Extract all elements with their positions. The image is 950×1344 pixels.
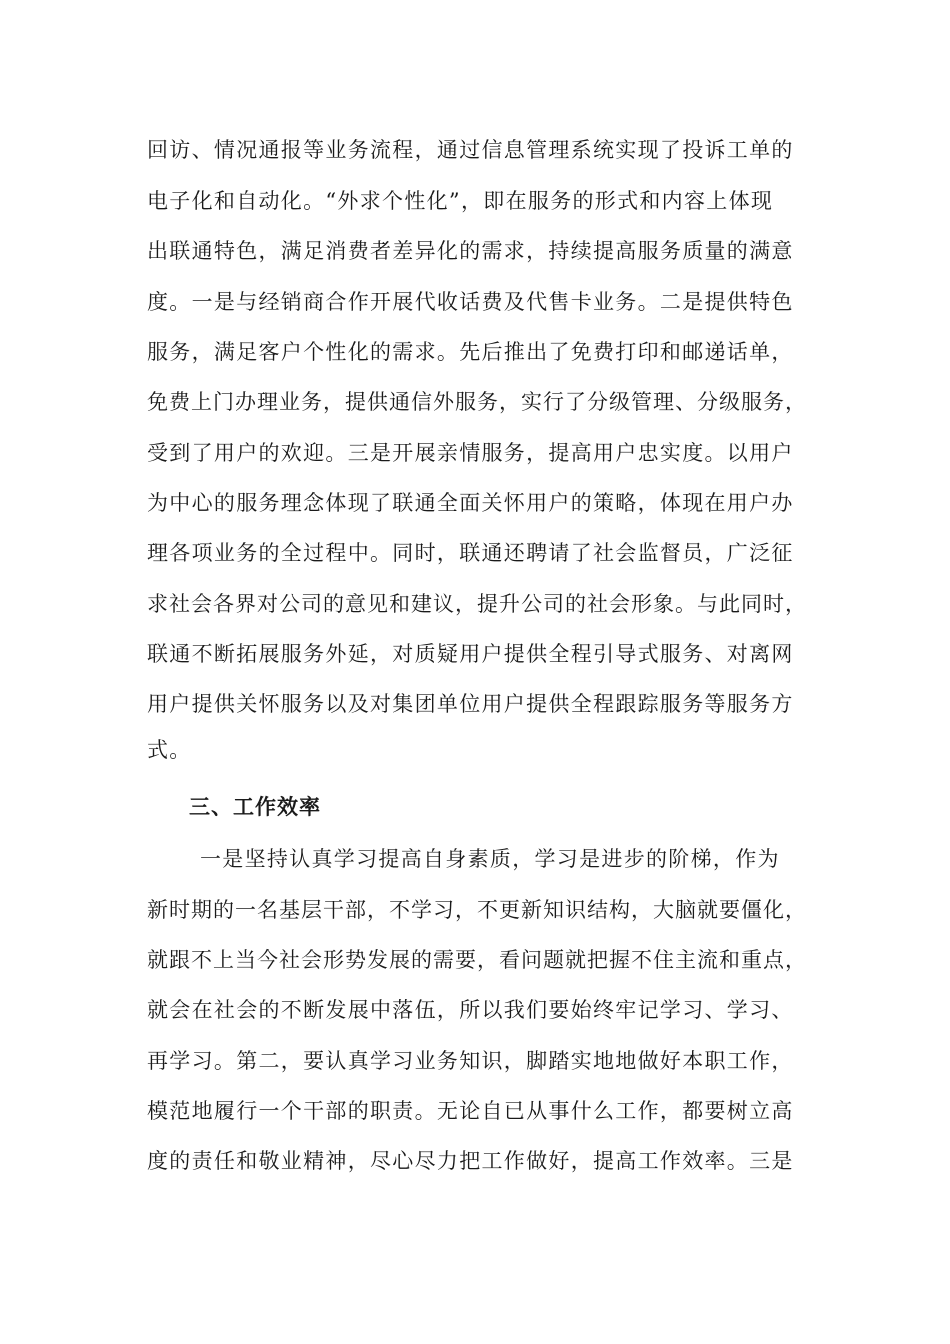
paragraph-line: 一是坚持认真学习提高自身素质，学习是进步的阶梯，作为 <box>200 847 780 871</box>
paragraph-line: 模范地履行一个干部的职责。无论自已从事什么工作，都要树立高 <box>147 1099 794 1123</box>
paragraph-line: 理各项业务的全过程中。同时，联通还聘请了社会监督员，广泛征 <box>147 541 794 565</box>
paragraph-line: 电子化和自动化。“外求个性化”，即在服务的形式和内容上体现 <box>147 189 774 213</box>
paragraph-line: 出联通特色，满足消费者差异化的需求，持续提高服务质量的满意 <box>147 239 794 263</box>
paragraph-line: 服务，满足客户个性化的需求。先后推出了免费打印和邮递话单， <box>147 340 794 364</box>
paragraph-line: 免费上门办理业务，提供通信外服务，实行了分级管理、分级服务， <box>147 390 807 414</box>
paragraph-line: 就跟不上当今社会形势发展的需要，看问题就把握不住主流和重点， <box>147 948 807 972</box>
paragraph-line: 求社会各界对公司的意见和建议，提升公司的社会形象。与此同时， <box>147 592 807 616</box>
paragraph-line: 新时期的一名基层干部，不学习，不更新知识结构，大脑就要僵化， <box>147 898 807 922</box>
paragraph-line: 用户提供关怀服务以及对集团单位用户提供全程跟踪服务等服务方 <box>147 692 794 716</box>
paragraph-line: 度。一是与经销商合作开展代收话费及代售卡业务。二是提供特色 <box>147 290 794 314</box>
paragraph-line: 就会在社会的不断发展中落伍，所以我们要始终牢记学习、学习、 <box>147 998 794 1022</box>
paragraph-line: 度的责任和敬业精神，尽心尽力把工作做好，提高工作效率。三是 <box>147 1149 794 1173</box>
paragraph-line: 为中心的服务理念体现了联通全面关怀用户的策略，体现在用户办 <box>147 491 794 515</box>
paragraph-line: 受到了用户的欢迎。三是开展亲情服务，提高用户忠实度。以用户 <box>147 441 794 465</box>
paragraph-line: 回访、情况通报等业务流程，通过信息管理系统实现了投诉工单的 <box>147 138 794 162</box>
paragraph-line: 再学习。第二，要认真学习业务知识，脚踏实地地做好本职工作， <box>147 1049 794 1073</box>
paragraph-line: 联通不断拓展服务外延，对质疑用户提供全程引导式服务、对离网 <box>147 642 794 666</box>
paragraph-line: 式。 <box>147 738 192 762</box>
section-heading: 三、工作效率 <box>189 794 321 819</box>
